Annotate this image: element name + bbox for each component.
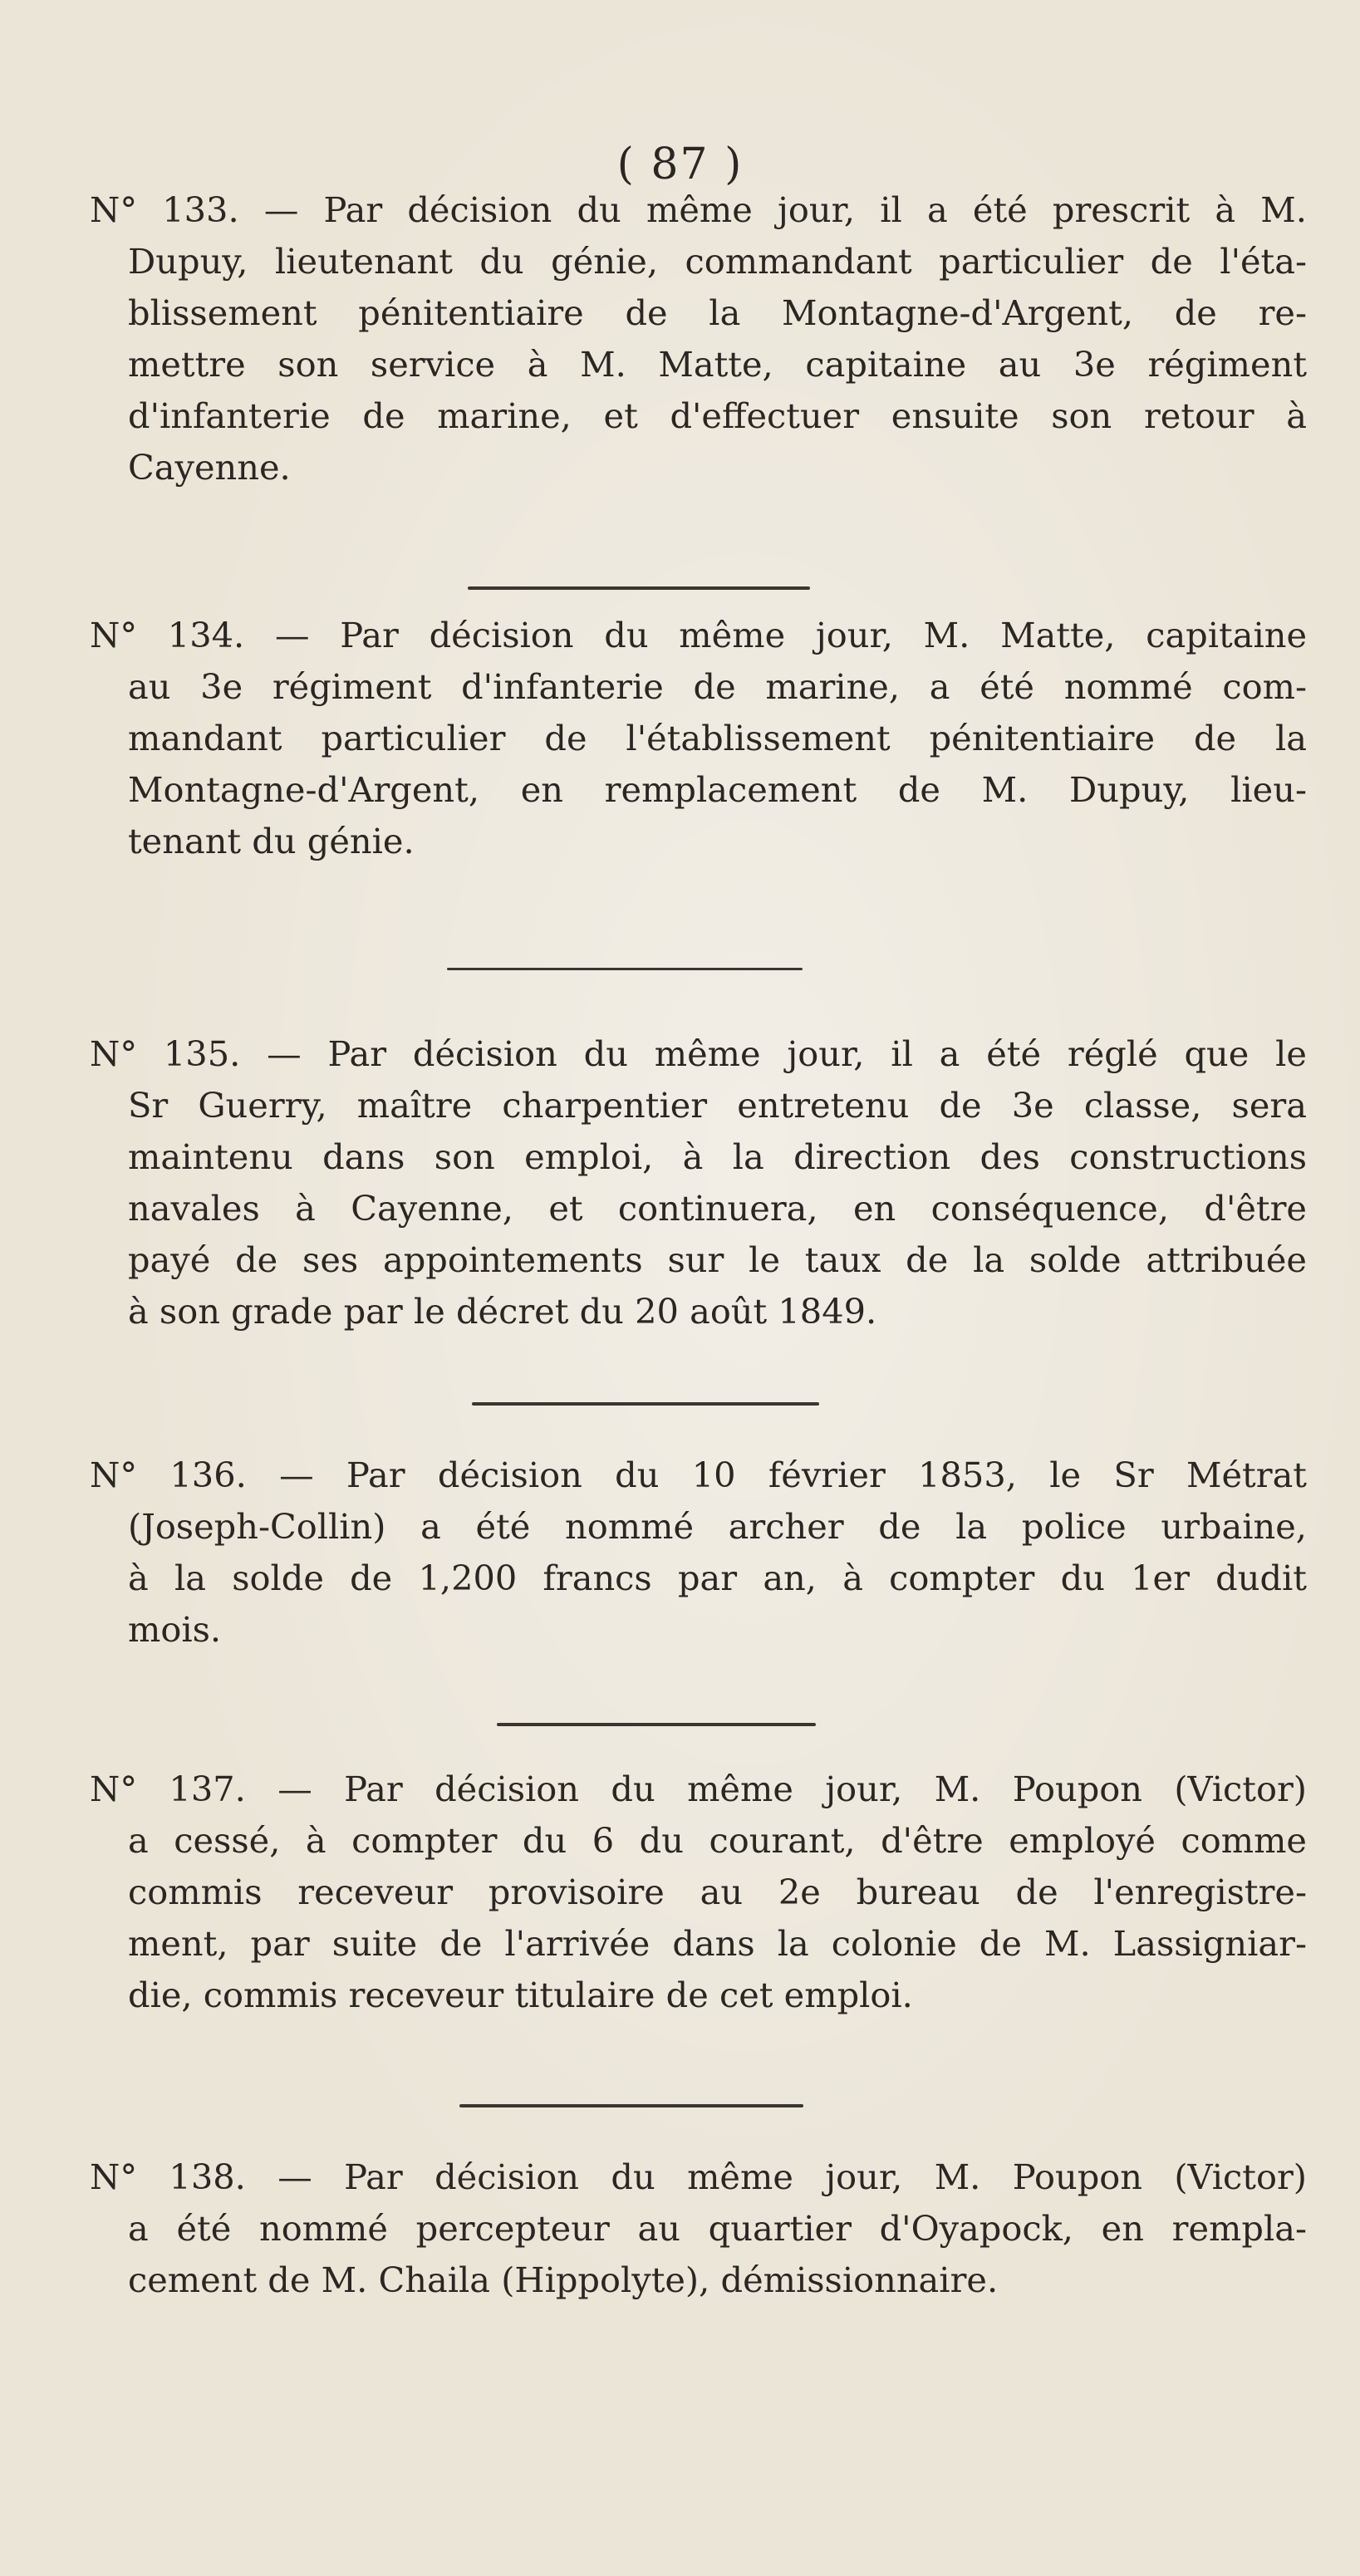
entry-137-line-4: ment, par suite de l'arrivée dans la colonie de M. Lassigniar- [128,1923,1307,1964]
entry-134-line-4: Montagne-d'Argent, en remplacement de M. Dupuy, lieu- [128,769,1307,810]
entry-136-line-2: (Joseph-Collin) a été nommé archer de la police urbaine, [128,1506,1307,1547]
entry-135 [90,1028,1307,1337]
entry-133-line-1: N° 133. — Par décision du même jour, il a été prescrit à M. [90,189,1307,230]
separator-rule [497,1723,816,1726]
entry-134-line-5: tenant du génie. [128,821,415,861]
entry-138-line-2: a été nommé percepteur au quartier d'Oyapock, en rempla- [128,2208,1307,2249]
entry-137-line-1: N° 137. — Par décision du même jour, M. Poupon (Victor) [90,1769,1307,1809]
entry-133-line-6: Cayenne. [128,447,291,488]
page-number: ( 87 ) [616,140,744,189]
entry-135-line-2: Sr Guerry, maître charpentier entretenu de 3e classe, sera [128,1085,1307,1126]
entry-136-line-1: N° 136. — Par décision du 10 février 1853, le Sr Métrat [90,1455,1307,1495]
entry-135-line-1: N° 135. — Par décision du même jour, il a été réglé que le [90,1033,1307,1074]
entry-134-line-1: N° 134. — Par décision du même jour, M. Matte, capitaine [90,615,1307,655]
entry-135-line-6: à son grade par le décret du 20 août 1849. [128,1291,877,1332]
entry-133 [90,184,1307,493]
entry-133-line-3: blissement pénitentiaire de la Montagne-d'Argent, de re- [128,292,1307,333]
entry-135-line-3: maintenu dans son emploi, à la direction des constructions [128,1136,1307,1177]
entry-138-line-1: N° 138. — Par décision du même jour, M. Poupon (Victor) [90,2156,1307,2197]
entry-134-line-2: au 3e régiment d'infanterie de marine, a été nommé com- [128,666,1307,707]
entry-135-line-4: navales à Cayenne, et continuera, en conséquence, d'être [128,1188,1307,1229]
entry-133-line-4: mettre son service à M. Matte, capitaine au 3e régiment [128,344,1307,385]
entry-137-line-5: die, commis receveur titulaire de cet emploi. [128,1975,913,2015]
separator-rule [459,2104,803,2107]
entry-136 [90,1450,1307,1656]
entry-137-line-2: a cessé, à compter du 6 du courant, d'être employé comme [128,1820,1307,1861]
separator-rule [447,968,803,970]
separator-rule [472,1402,819,1406]
entry-135-line-5: payé de ses appointements sur le taux de la solde attribuée [128,1239,1307,1280]
entry-138-line-3: cement de M. Chaila (Hippolyte), démissionnaire. [128,2260,999,2300]
entry-136-line-3: à la solde de 1,200 francs par an, à compter du 1er dudit [128,1558,1307,1598]
entry-134 [90,610,1307,867]
entry-136-line-4: mois. [128,1609,222,1650]
separator-rule [468,586,810,590]
entry-137-line-3: commis receveur provisoire au 2e bureau de l'enregistre- [128,1872,1307,1912]
entry-133-line-2: Dupuy, lieutenant du génie, commandant particulier de l'éta- [128,241,1307,282]
entry-138 [90,2152,1307,2306]
entry-133-line-5: d'infanterie de marine, et d'effectuer ensuite son retour à [128,395,1307,436]
entry-134-line-3: mandant particulier de l'établissement pénitentiaire de la [128,718,1307,758]
entry-137 [90,1764,1307,2021]
